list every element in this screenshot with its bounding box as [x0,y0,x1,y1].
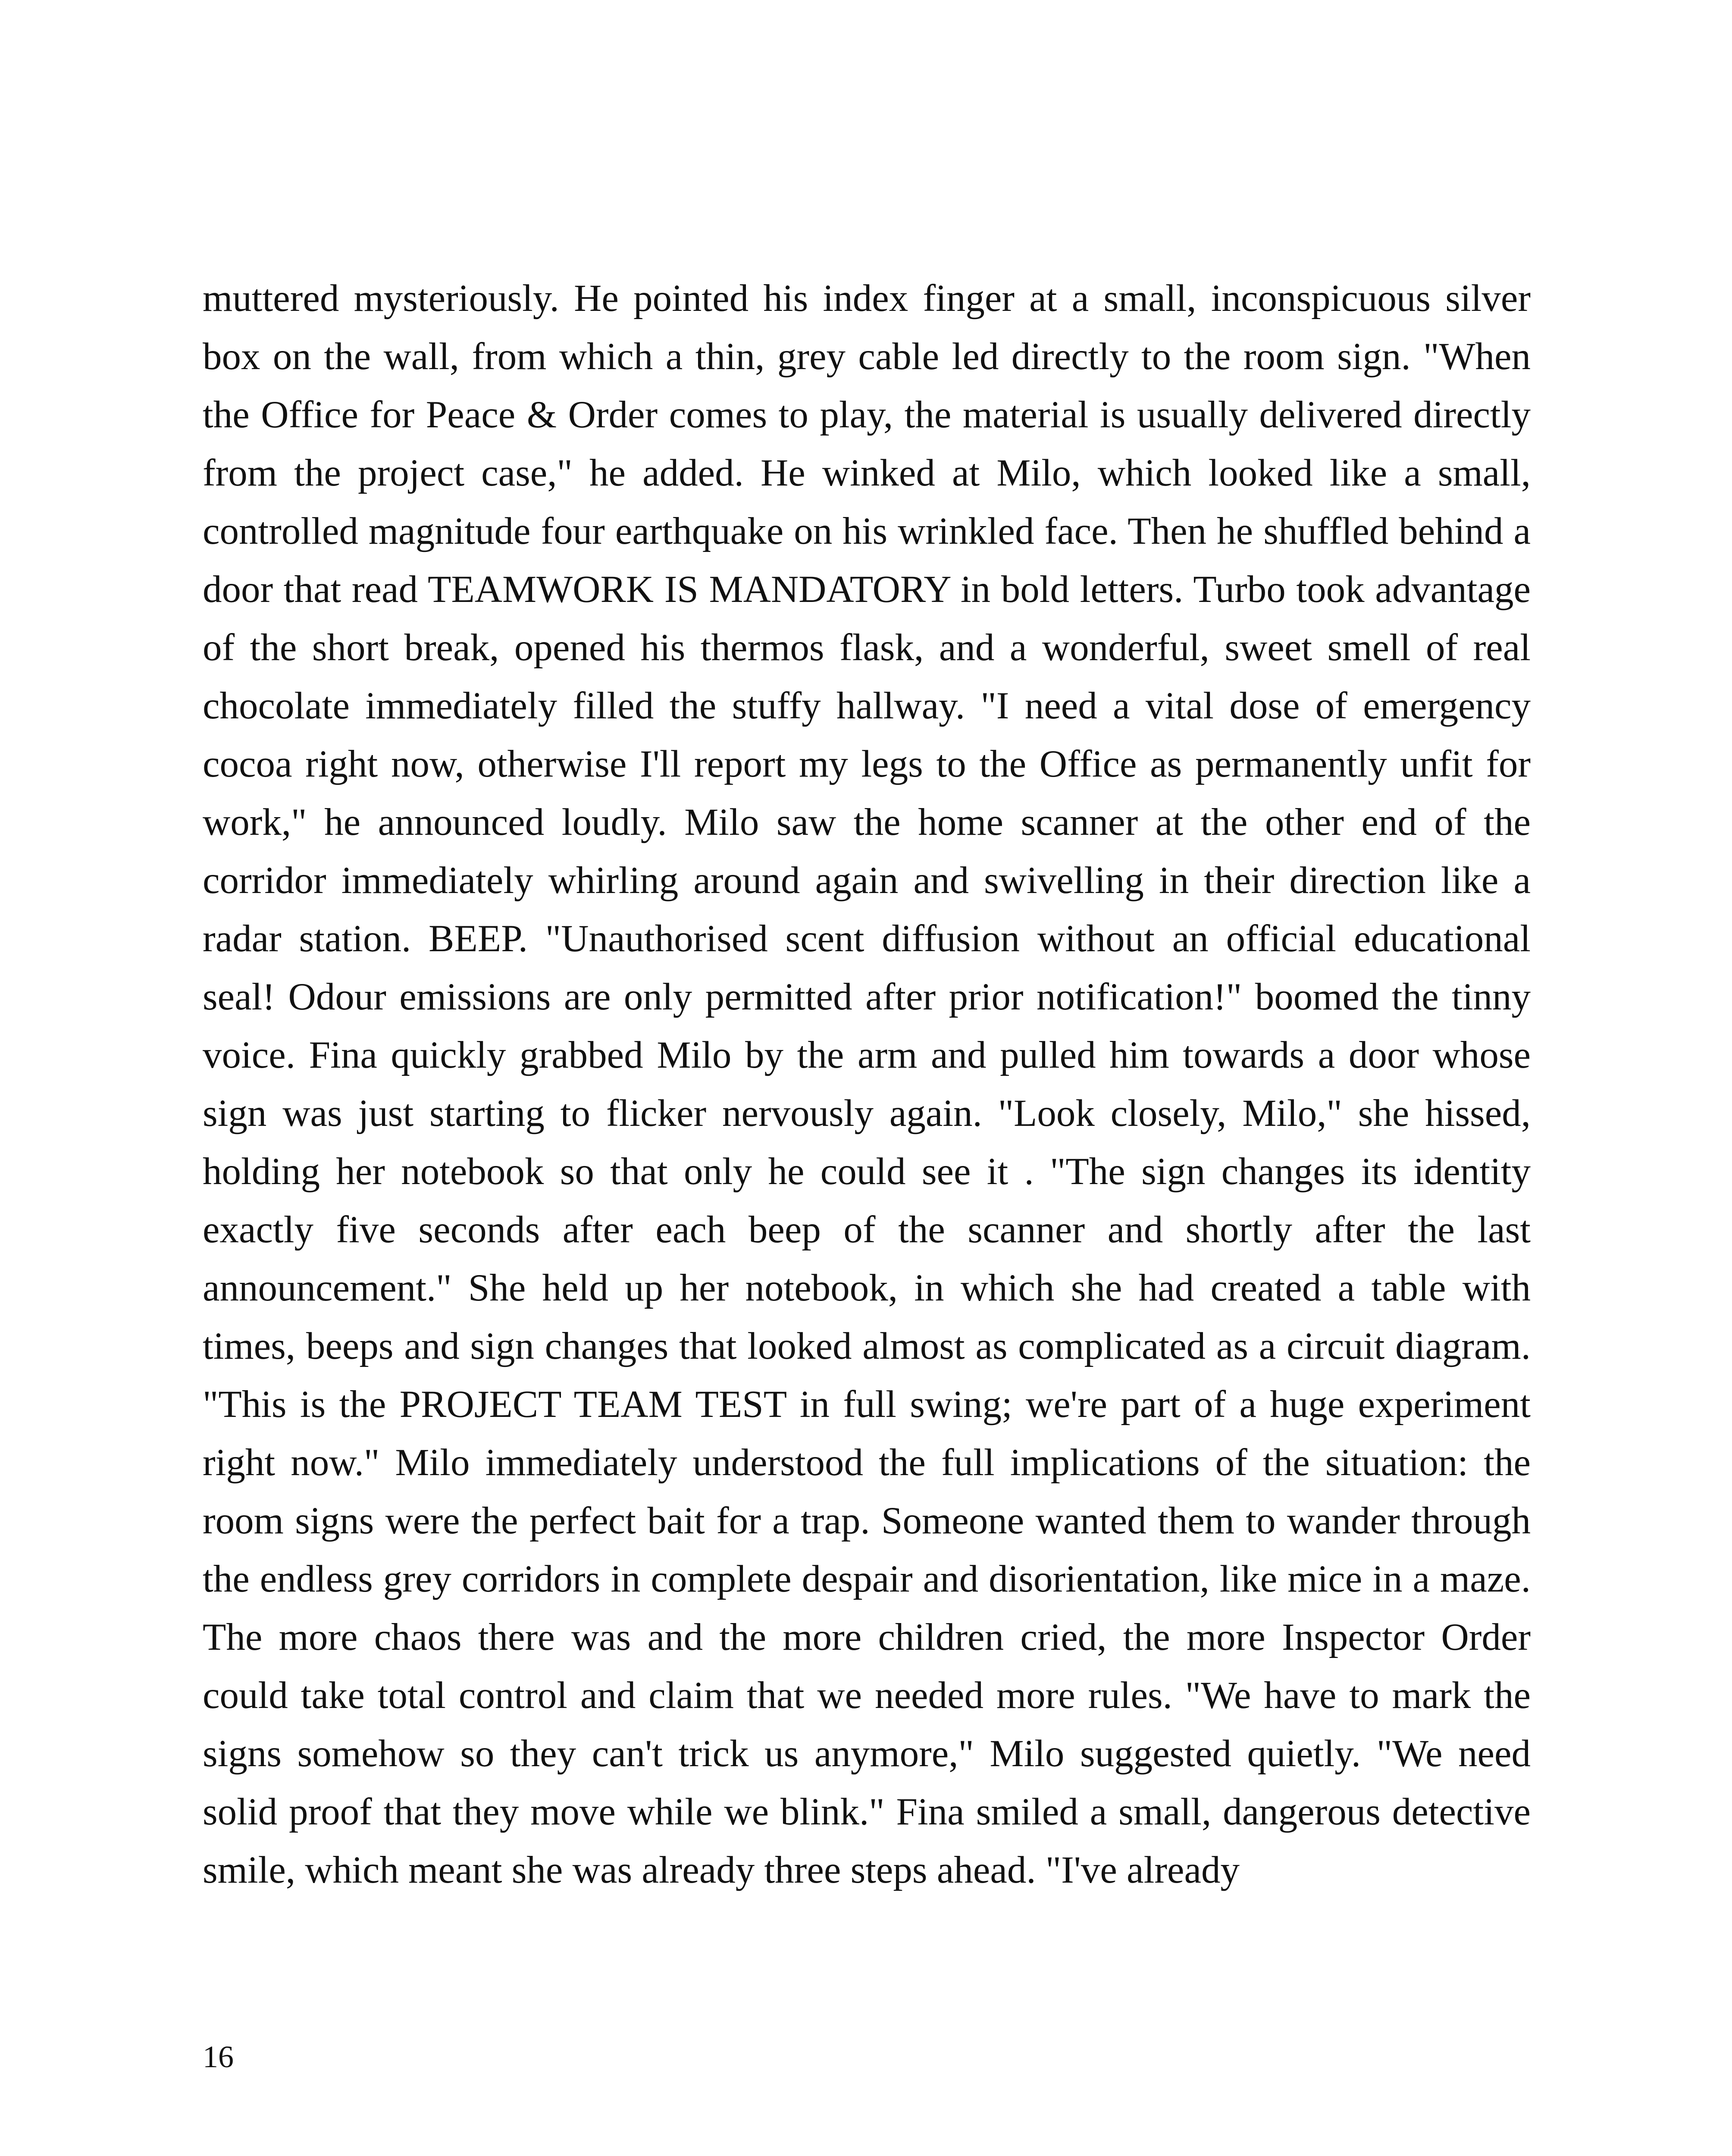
page-body-text: muttered mysteriously. He pointed his index finger at a small, inconspicuous silver box on the wall, from which a thin, grey cable led directly to the room sign. "When the Office for Peace & Order comes to play, the material is usually delivered directly from the project case," he added. He winked at Milo, which looked like a small, controlled magnitude four earthquake on his wrinkled face. Then he shuffled behind a door that read TEAMWORK IS MANDATORY in bold letters. Turbo took advantage of the short break, opened his thermos flask, and a wonderful, sweet smell of real chocolate immediately filled the stuffy hallway. "I need a vital dose of emergency cocoa right now, otherwise I'll report my legs to the Office as permanently unfit for work," he announced loudly. Milo saw the home scanner at the other end of the corridor immediately whirling around again and swivelling in their direction like a radar station. BEEP. "Unauthorised scent diffusion without an official educational seal! Odour emissions are only permitted after prior notification!" boomed the tinny voice. Fina quickly grabbed Milo by the arm and pulled him towards a door whose sign was just starting to flicker nervously again. "Look closely, Milo," she hissed, holding her notebook so that only he could see it . "The sign changes its identity exactly five seconds after each beep of the scanner and shortly after the last announcement." She held up her notebook, in which she had created a table with times, beeps and sign changes that looked almost as complicated as a circuit diagram. "This is the PROJECT TEAM TEST in full swing; we're part of a huge experiment right now." Milo immediately understood the full implications of the situation: the room signs were the perfect bait for a trap. Someone wanted them to wander through the endless grey corridors in complete despair and disorientation, like mice in a maze. The more chaos there was and the more children cried, the more Inspector Order could take total control and claim that we needed more rules. "We have to mark the signs somehow so they can't trick us anymore," Milo suggested quietly. "We need solid proof that they move while we blink." Fina smiled a small, dangerous detective smile, which meant she was already three steps ahead. "I've already [203,277,1531,1891]
page-number: 16 [203,2040,234,2074]
